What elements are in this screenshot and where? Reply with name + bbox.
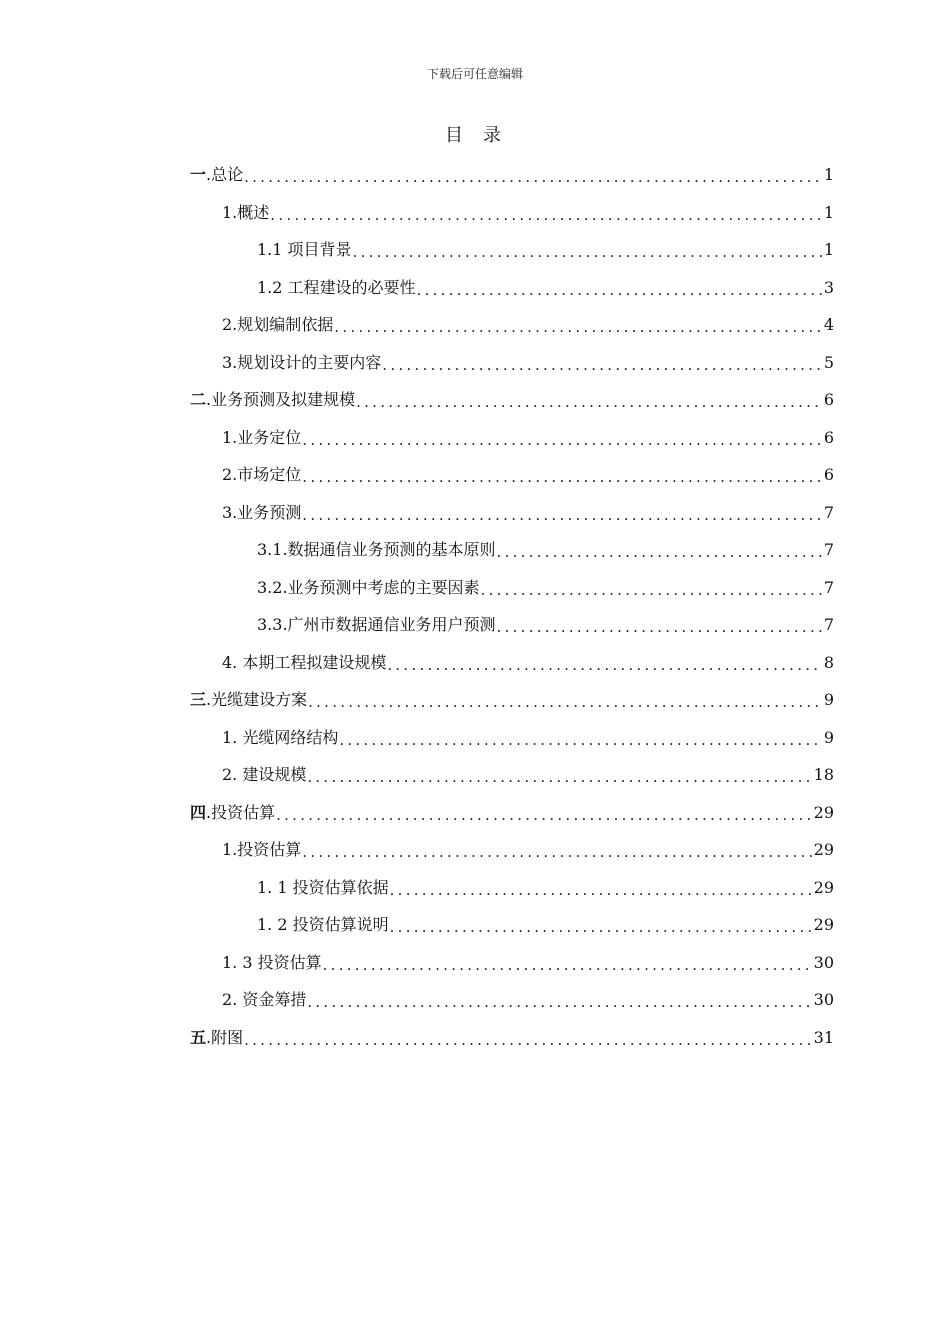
toc-entry-label — [257, 240, 352, 260]
toc-entry-text: .附图 — [206, 1027, 244, 1047]
toc-entry[interactable] — [222, 757, 834, 794]
toc-entry-text: 3.1.数据通信业务预测的基本原则 — [257, 540, 496, 559]
toc-dot-leader — [302, 430, 822, 450]
toc-entry[interactable] — [222, 944, 834, 981]
toc-dot-leader — [382, 355, 822, 375]
toc-dot-leader — [307, 767, 811, 787]
toc-entry-label — [190, 803, 275, 823]
toc-entry-page-number: 4 — [823, 315, 834, 334]
toc-dot-leader — [334, 317, 822, 337]
toc-entry-page-number: 29 — [813, 802, 834, 822]
toc-entry-chapter-number: 一 — [190, 165, 207, 184]
toc-dot-leader — [308, 692, 822, 712]
toc-dot-leader — [244, 167, 822, 187]
toc-entry-text: 1. 光缆网络结构 — [222, 727, 339, 747]
toc-entry[interactable] — [190, 1019, 834, 1056]
toc-title-right: 录 — [483, 125, 505, 146]
toc-entry-page-number: 9 — [823, 690, 834, 709]
toc-entry-text: 3.业务预测 — [222, 502, 302, 522]
toc-entry-label — [190, 165, 243, 185]
toc-entry-text: 1.2 工程建设的必要性 — [257, 277, 416, 297]
toc-entry-label — [222, 990, 306, 1010]
toc-entry[interactable] — [190, 794, 834, 831]
toc-entry-page-number: 1 — [823, 165, 834, 184]
toc-entry[interactable] — [222, 419, 834, 456]
toc-entry-page-number: 6 — [823, 465, 834, 484]
toc-entry-text: .总论 — [206, 165, 244, 184]
toc-entry-label — [190, 390, 355, 410]
toc-dot-leader — [323, 955, 812, 975]
toc-entry[interactable] — [190, 157, 834, 194]
toc-dot-leader — [390, 880, 812, 900]
toc-entry[interactable] — [222, 982, 834, 1019]
toc-entry-page-number: 30 — [813, 952, 834, 972]
toc-dot-leader — [481, 580, 822, 600]
toc-entry-label — [222, 953, 322, 973]
toc-entry-label — [257, 915, 389, 935]
toc-entry[interactable] — [222, 194, 834, 231]
toc-entry-page-number: 7 — [823, 577, 834, 597]
toc-dot-leader — [387, 655, 821, 675]
toc-entry-text: 2.规划编制依据 — [222, 315, 334, 334]
toc-entry-page-number: 6 — [823, 427, 834, 447]
toc-entry-label — [257, 878, 389, 898]
toc-dot-leader — [276, 805, 812, 825]
toc-entry-page-number: 29 — [813, 915, 834, 934]
toc-entry-page-number: 29 — [813, 840, 834, 859]
toc-dot-leader — [307, 992, 811, 1012]
toc-entry-label — [222, 353, 381, 373]
toc-entry-page-number: 8 — [823, 652, 834, 672]
toc-entry-label — [222, 728, 338, 748]
toc-entry-label — [222, 840, 301, 860]
toc-entry-page-number: 18 — [813, 765, 834, 784]
toc-title — [0, 124, 950, 148]
toc-entry-text: .业务预测及拟建规模 — [206, 390, 356, 409]
toc-entry[interactable] — [257, 869, 834, 906]
toc-entry-page-number: 1 — [823, 240, 834, 259]
toc-entry-text: 3.2.业务预测中考虑的主要因素 — [257, 577, 480, 597]
toc-entry-text: 1. 3 投资估算 — [222, 952, 322, 972]
toc-dot-leader — [390, 917, 812, 937]
toc-entry-text: 4. 本期工程拟建设规模 — [222, 652, 387, 672]
toc-entry[interactable] — [222, 344, 834, 381]
toc-entry-page-number: 29 — [813, 877, 834, 897]
toc-dot-leader — [497, 617, 822, 637]
toc-entry-text: 1.概述 — [222, 202, 270, 222]
toc-entry-text: 3.3.广州市数据通信业务用户预测 — [257, 615, 496, 634]
toc-entry[interactable] — [257, 232, 834, 269]
toc-entry-label — [222, 503, 301, 523]
toc-entry-label — [222, 765, 306, 785]
toc-entry-text: 2. 资金筹措 — [222, 990, 307, 1009]
toc-entry[interactable] — [222, 457, 834, 494]
toc-entry-page-number: 5 — [823, 352, 834, 372]
toc-dot-leader — [497, 542, 822, 562]
toc-title-left: 目 — [445, 125, 467, 146]
toc-entry-text: 1. 1 投资估算依据 — [257, 877, 389, 897]
toc-entry-page-number: 1 — [823, 202, 834, 222]
toc-entry-text: 1.投资估算 — [222, 840, 302, 859]
toc-entry-label — [222, 428, 301, 448]
toc-entry[interactable] — [257, 907, 834, 944]
toc-entry-label — [222, 653, 386, 673]
toc-entry-text: 1.业务定位 — [222, 427, 302, 447]
toc-dot-leader — [353, 242, 822, 262]
toc-entry-label — [257, 278, 416, 298]
toc-entry-label — [222, 315, 333, 335]
toc-entry-label — [190, 1028, 243, 1048]
toc-entry-page-number: 3 — [823, 277, 834, 297]
toc-entry-page-number: 7 — [823, 502, 834, 522]
toc-entry-text: 2.市场定位 — [222, 465, 302, 484]
toc-dot-leader — [417, 280, 822, 300]
toc-entry-text: .投资估算 — [206, 802, 276, 822]
toc-entry-label — [257, 615, 496, 635]
toc-entry[interactable] — [222, 644, 834, 681]
toc-entry[interactable] — [222, 719, 834, 756]
toc-entry-label — [190, 690, 307, 710]
page-header-note: 下载后可任意编辑 — [426, 67, 523, 81]
toc-entry-page-number: 9 — [823, 727, 834, 747]
toc-entry[interactable] — [257, 569, 834, 606]
toc-entry-text: 1. 2 投资估算说明 — [257, 915, 389, 934]
toc-entry-page-number: 30 — [813, 990, 834, 1009]
toc-entry[interactable] — [222, 832, 834, 869]
toc-entry[interactable] — [257, 607, 834, 644]
toc-entry-page-number: 31 — [813, 1027, 834, 1047]
toc-entry-text: 3.规划设计的主要内容 — [222, 352, 382, 372]
toc-dot-leader — [302, 505, 822, 525]
toc-entry-text: 1.1 项目背景 — [257, 240, 352, 259]
toc-entry-page-number: 7 — [823, 615, 834, 634]
toc-entry[interactable] — [190, 682, 834, 719]
toc-entry-page-number: 6 — [823, 390, 834, 409]
toc-dot-leader — [302, 842, 811, 862]
toc-dot-leader — [302, 467, 822, 487]
toc-entry-text: .光缆建设方案 — [206, 690, 308, 709]
toc-entry[interactable] — [190, 382, 834, 419]
toc-dot-leader — [339, 730, 821, 750]
toc-entry-chapter-number: 五 — [190, 1027, 207, 1047]
toc-entry[interactable] — [222, 494, 834, 531]
toc-entry[interactable] — [257, 269, 834, 306]
toc-entry-chapter-number: 三 — [190, 690, 207, 709]
toc-dot-leader — [244, 1030, 812, 1050]
toc-entry[interactable] — [257, 532, 834, 569]
toc-entry[interactable] — [222, 307, 834, 344]
toc-entry-label — [257, 578, 480, 598]
toc-entry-chapter-number: 二 — [190, 390, 207, 409]
toc-entry-label — [222, 203, 269, 223]
toc-dot-leader — [356, 392, 822, 412]
toc-entry-label — [257, 540, 496, 560]
toc-dot-leader — [270, 205, 822, 225]
toc-entry-chapter-number: 四 — [190, 802, 207, 822]
toc-entry-label — [222, 465, 301, 485]
toc-entry-text: 2. 建设规模 — [222, 765, 307, 784]
toc-entry-page-number: 7 — [823, 540, 834, 559]
